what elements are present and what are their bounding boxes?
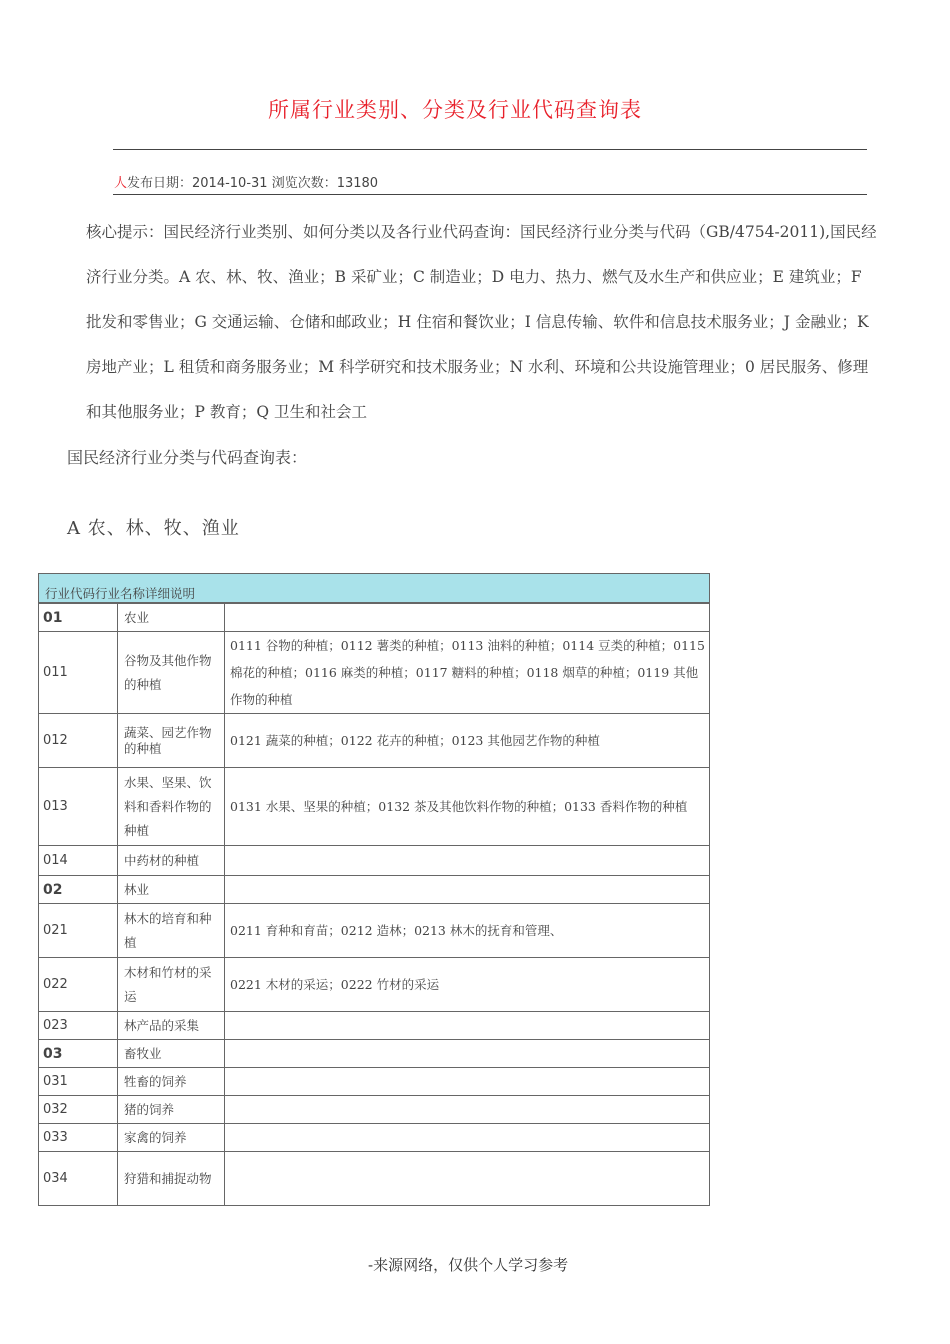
- table-header: [38, 573, 710, 603]
- row-code: 032: [39, 1096, 118, 1124]
- row-name: 谷物及其他作物的种植: [118, 632, 225, 714]
- table-row: [39, 904, 710, 958]
- table-intro: 国民经济行业分类与代码查询表：: [67, 448, 308, 467]
- row-desc: 0221 木材的采运；0222 竹材的采运: [225, 958, 710, 1012]
- table-row: [39, 714, 710, 768]
- row-desc: 0131 水果、坚果的种植；0132 茶及其他饮料作物的种植；0133 香料作物的种植: [225, 768, 710, 846]
- table-row: [39, 632, 710, 714]
- row-desc: [225, 876, 710, 904]
- row-code: 034: [39, 1152, 118, 1206]
- row-code: 012: [39, 714, 118, 768]
- table-row: [39, 1152, 710, 1206]
- row-desc: [225, 1124, 710, 1152]
- row-desc: [225, 1152, 710, 1206]
- row-name: 畜牧业: [118, 1040, 225, 1068]
- row-name: 农业: [118, 604, 225, 632]
- table-row: [39, 1124, 710, 1152]
- row-name: 林业: [118, 876, 225, 904]
- row-name: 中药材的种植: [118, 846, 225, 876]
- row-code: 022: [39, 958, 118, 1012]
- row-desc: [225, 604, 710, 632]
- table-body: [38, 603, 710, 1206]
- row-desc: [225, 1096, 710, 1124]
- table-row: [39, 604, 710, 632]
- meta-first-char: 人: [114, 176, 128, 191]
- table-header-text: 行业代码行业名称详细说明: [45, 586, 196, 601]
- core-summary: 核心提示：国民经济行业类别、如何分类以及各行业代码查询：国民经济行业分类与代码（GB/4754-2011),国民经济行业分类。A 农、林、牧、渔业；B 采矿业；C 制造业；D 电力、热力、燃气及水生产和供应业；E 建筑业；F 批发和零售业；G 交通运输、仓储和邮政业；H 住宿和餐饮业；I 信息传输、软件和信息技术服务业；J 金融业；K 房地产业；L 租赁和商务服务业；M 科学研究和技术服务业；N 水利、环境和公共设施管理业；0 居民服务、修理和其他服务业；P 教育；Q 卫生和社会工: [86, 223, 877, 421]
- row-name: 林产品的采集: [118, 1012, 225, 1040]
- row-code: 031: [39, 1068, 118, 1096]
- row-name: 猪的饲养: [118, 1096, 225, 1124]
- row-desc: 0211 育种和育苗；0212 造林；0213 林木的抚育和管理、: [225, 904, 710, 958]
- row-name: 木材和竹材的采运: [118, 958, 225, 1012]
- meta-date-views: 发布日期：2014-10-31 浏览次数：13180: [127, 176, 379, 191]
- row-name: 水果、坚果、饮料和香料作物的种植: [118, 768, 225, 846]
- table-row: [39, 1012, 710, 1040]
- row-desc: [225, 846, 710, 876]
- row-code: 01: [39, 604, 118, 632]
- table-row: [39, 1040, 710, 1068]
- row-code: 03: [39, 1040, 118, 1068]
- row-name: 家禽的饲养: [118, 1124, 225, 1152]
- row-code: 014: [39, 846, 118, 876]
- publish-meta: [114, 172, 378, 191]
- table-row: [39, 768, 710, 846]
- row-name: 牲畜的饲养: [118, 1068, 225, 1096]
- row-code: 013: [39, 768, 118, 846]
- footer-note: -来源网络，仅供个人学习参考: [368, 1256, 569, 1274]
- table-row: [39, 876, 710, 904]
- row-desc: [225, 1012, 710, 1040]
- section-title: A 农、林、牧、渔业: [67, 518, 240, 539]
- row-code: 021: [39, 904, 118, 958]
- table-row: [39, 1068, 710, 1096]
- table-row: [39, 1096, 710, 1124]
- table-row: [39, 958, 710, 1012]
- row-code: 023: [39, 1012, 118, 1040]
- row-desc: 0121 蔬菜的种植；0122 花卉的种植；0123 其他园艺作物的种植: [225, 714, 710, 768]
- row-name: 蔬菜、园艺作物的种植: [118, 714, 225, 768]
- row-code: 02: [39, 876, 118, 904]
- meta-divider: [113, 194, 867, 195]
- row-code: 033: [39, 1124, 118, 1152]
- row-desc: 0111 谷物的种植；0112 薯类的种植；0113 油料的种植；0114 豆类的种植；0115 棉花的种植；0116 麻类的种植；0117 糖料的种植；0118 烟草的种植；0119 其他作物的种植: [225, 632, 710, 714]
- row-desc: [225, 1040, 710, 1068]
- table-row: [39, 846, 710, 876]
- row-name: 狩猎和捕捉动物: [118, 1152, 225, 1206]
- row-desc: [225, 1068, 710, 1096]
- page-title: 所属行业类别、分类及行业代码查询表: [268, 98, 642, 122]
- title-divider: [113, 149, 867, 150]
- industry-code-table: [38, 573, 710, 1206]
- row-name: 林木的培育和种植: [118, 904, 225, 958]
- row-code: 011: [39, 632, 118, 714]
